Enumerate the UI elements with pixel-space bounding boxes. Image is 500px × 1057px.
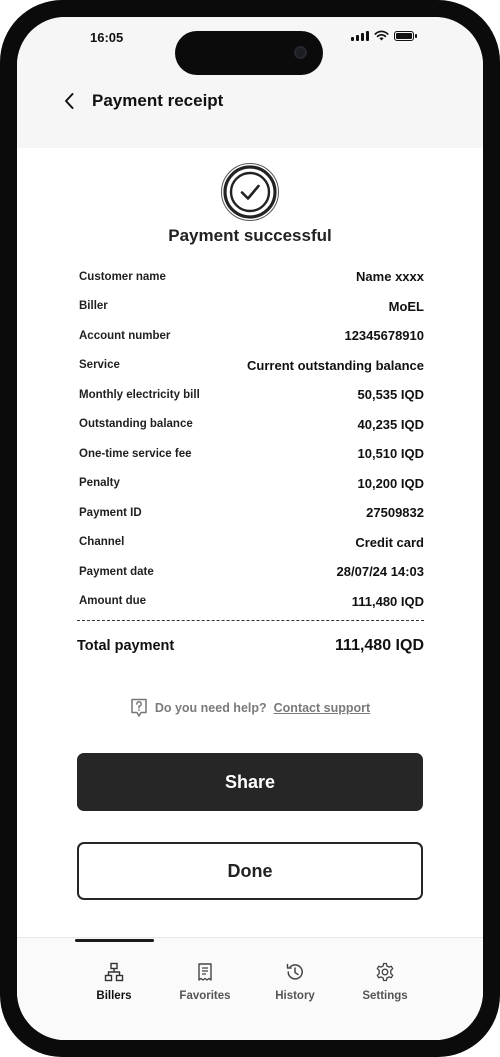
total-row — [77, 637, 424, 655]
detail-label: Customer name — [79, 270, 166, 283]
detail-value: 12345678910 — [344, 328, 424, 344]
status-time: 16:05 — [90, 30, 124, 45]
wifi-icon — [374, 30, 389, 41]
detail-value: 10,200 IQD — [357, 475, 424, 491]
help-line — [17, 698, 483, 718]
detail-label: Channel — [79, 536, 125, 549]
detail-value: 50,535 IQD — [357, 387, 424, 403]
detail-row — [79, 351, 424, 381]
header — [57, 89, 223, 113]
detail-row — [79, 469, 424, 499]
screen — [17, 17, 483, 1040]
bottom-nav — [17, 937, 483, 1040]
total-label: Total payment — [77, 638, 175, 654]
check-circle-icon — [220, 162, 280, 222]
detail-value: 28/07/24 14:03 — [336, 564, 424, 580]
detail-value: Name xxxx — [356, 269, 424, 285]
nav-label: Billers — [96, 990, 132, 1002]
nav-label: Settings — [362, 990, 408, 1002]
detail-label: Amount due — [79, 595, 147, 608]
sitemap-icon — [104, 962, 124, 982]
detail-row — [79, 321, 424, 351]
detail-label: Monthly electricity bill — [79, 388, 200, 401]
nav-item-history[interactable] — [250, 962, 340, 1002]
help-question-icon — [130, 698, 148, 718]
detail-row — [79, 439, 424, 469]
detail-row — [79, 380, 424, 410]
nav-label: Favorites — [179, 990, 231, 1002]
page-title: Payment receipt — [92, 91, 224, 110]
nav-label: History — [275, 990, 315, 1002]
detail-value: Current outstanding balance — [247, 357, 424, 373]
detail-value: 10,510 IQD — [357, 446, 424, 462]
detail-label: Account number — [79, 329, 171, 342]
detail-value: Credit card — [355, 534, 424, 550]
detail-row — [79, 498, 424, 528]
detail-row — [79, 262, 424, 292]
detail-value: 111,480 IQD — [351, 593, 424, 609]
detail-row — [79, 587, 424, 617]
nav-item-billers[interactable] — [69, 962, 159, 1002]
detail-row — [79, 528, 424, 558]
detail-row — [79, 410, 424, 440]
detail-value: MoEL — [388, 298, 424, 314]
receipt-details — [79, 262, 424, 616]
detail-value: 27509832 — [366, 505, 424, 521]
total-value: 111,480 IQD — [335, 637, 424, 654]
chevron-left-icon — [63, 92, 75, 110]
detail-label: Service — [79, 359, 120, 372]
detail-label: Payment date — [79, 565, 154, 578]
nav-item-settings[interactable] — [340, 962, 430, 1002]
help-text: Do you need help? — [154, 701, 267, 715]
detail-label: Penalty — [79, 477, 120, 490]
detail-row — [79, 292, 424, 322]
detail-label: Outstanding balance — [79, 418, 193, 431]
detail-label: Payment ID — [79, 506, 142, 519]
signal-icon — [351, 30, 369, 41]
detail-value: 40,235 IQD — [357, 416, 424, 432]
gear-icon — [375, 962, 395, 982]
battery-icon — [394, 31, 414, 41]
detail-label: One-time service fee — [79, 447, 192, 460]
detail-label: Biller — [79, 300, 108, 313]
dashed-divider — [77, 620, 424, 621]
done-button[interactable]: Done — [77, 842, 423, 900]
contact-support-link[interactable]: Contact support — [273, 701, 371, 715]
nav-item-favorites[interactable] — [160, 962, 250, 1002]
detail-row — [79, 557, 424, 587]
receipt-icon — [195, 962, 215, 982]
camera-icon — [294, 46, 307, 59]
success-title: Payment successful — [168, 226, 332, 245]
share-button[interactable]: Share — [77, 753, 423, 811]
back-button[interactable] — [57, 89, 81, 113]
nav-active-indicator — [75, 939, 154, 942]
dynamic-island — [175, 31, 323, 75]
status-icons — [351, 30, 414, 41]
history-icon — [285, 962, 305, 982]
